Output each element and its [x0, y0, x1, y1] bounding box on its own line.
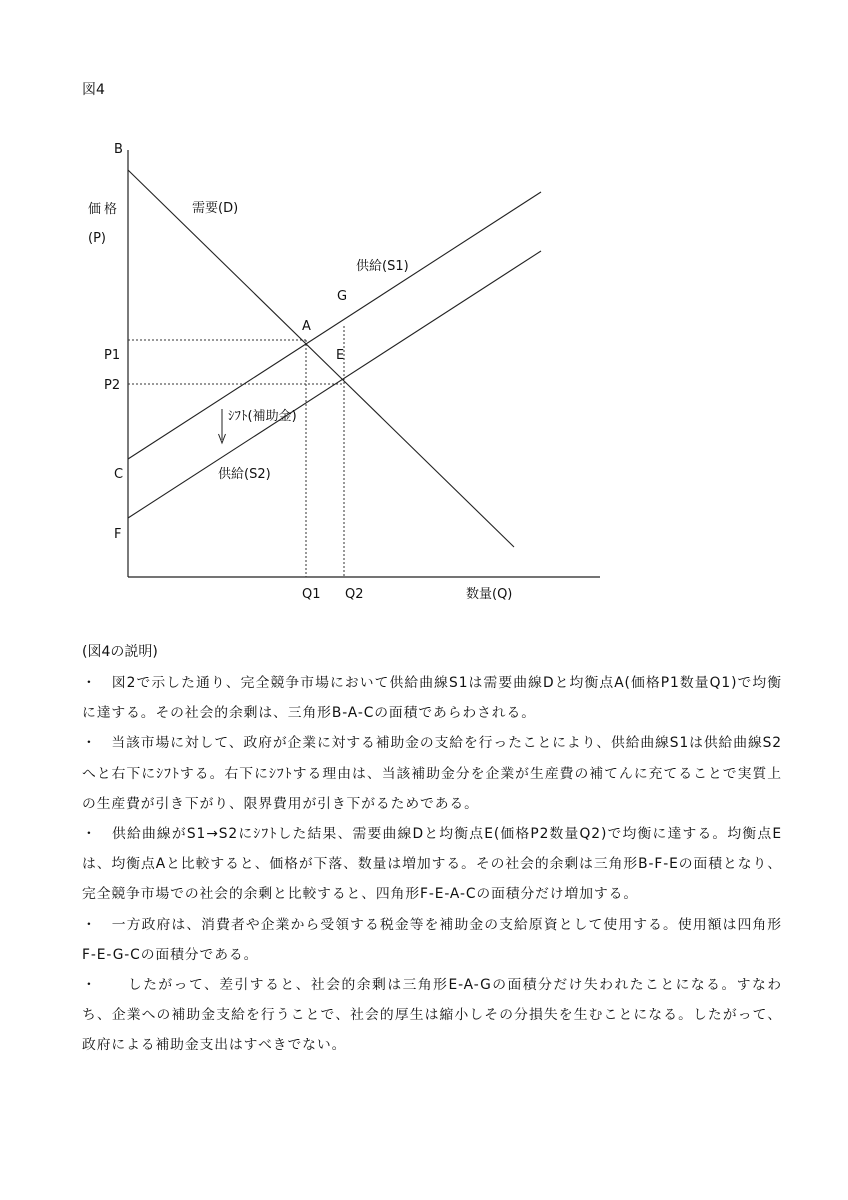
- q2-label: Q2: [345, 587, 364, 602]
- point-a-label: A: [302, 319, 311, 334]
- explanation-paragraph: ・ したがって、差引すると、社会的余剰は三角形E-A-Gの面積分だけ失われたことになる。すなわち、企業への補助金支給を行うことで、社会的厚生は縮小しその分損失を生むことになる。したがって、政府による補助金支出はすべきでない。: [82, 977, 782, 1054]
- point-g-label: G: [337, 289, 348, 304]
- figure-caption: (図4の説明): [82, 644, 158, 660]
- quantity-axis-label: 数量(Q): [466, 587, 513, 602]
- explanation-body: [82, 668, 782, 1061]
- figure-number: 図4: [82, 82, 105, 98]
- demand-label: 需要(D): [192, 201, 239, 216]
- explanation-paragraph: ・ 当該市場に対して、政府が企業に対する補助金の支給を行ったことにより、供給曲線S1は供給曲線S2へと右下にｼﾌﾄする。右下にｼﾌﾄする理由は、当該補助金分を企業が生産費の補てんに充てることで実質上の生産費が引き下がり、限界費用が引き下がるためである。: [82, 735, 782, 812]
- explanation-paragraph: ・ 供給曲線がS1→S2にｼﾌﾄした結果、需要曲線Dと均衡点E(価格P2数量Q2)で均衡に達する。均衡点Eは、均衡点Aと比較すると、価格が下落、数量は増加する。その社会的余剰は三角形B-F-Eの面積となり、完全競争市場での社会的余剰と比較すると、四角形F-E-A-Cの面積分だけ増加する。: [82, 826, 782, 903]
- demand-curve: [128, 170, 514, 547]
- p1-label: P1: [104, 348, 121, 363]
- q1-label: Q1: [302, 587, 321, 602]
- explanation-paragraph: ・ 図2で示した通り、完全競争市場において供給曲線S1は需要曲線Dと均衡点A(価格P1数量Q1)で均衡に達する。その社会的余剰は、三角形B-A-Cの面積であらわされる。: [82, 675, 782, 722]
- point-e-label: E: [336, 348, 345, 363]
- supply-curve-s1: [128, 192, 541, 459]
- shift-label: ｼﾌﾄ(補助金): [228, 409, 297, 424]
- point-b-label: B: [114, 142, 123, 157]
- price-axis-label: 価格: [88, 202, 121, 217]
- p2-label: P2: [104, 378, 121, 393]
- supply1-label: 供給(S1): [356, 259, 409, 274]
- point-f-label: F: [114, 527, 122, 542]
- price-axis-symbol: (P): [88, 231, 106, 246]
- explanation-paragraph: ・ 一方政府は、消費者や企業から受領する税金等を補助金の支給原資として使用する。使用額は四角形F-E-G-Cの面積分である。: [82, 916, 782, 963]
- supply2-label: 供給(S2): [218, 467, 271, 482]
- point-c-label: C: [114, 467, 124, 482]
